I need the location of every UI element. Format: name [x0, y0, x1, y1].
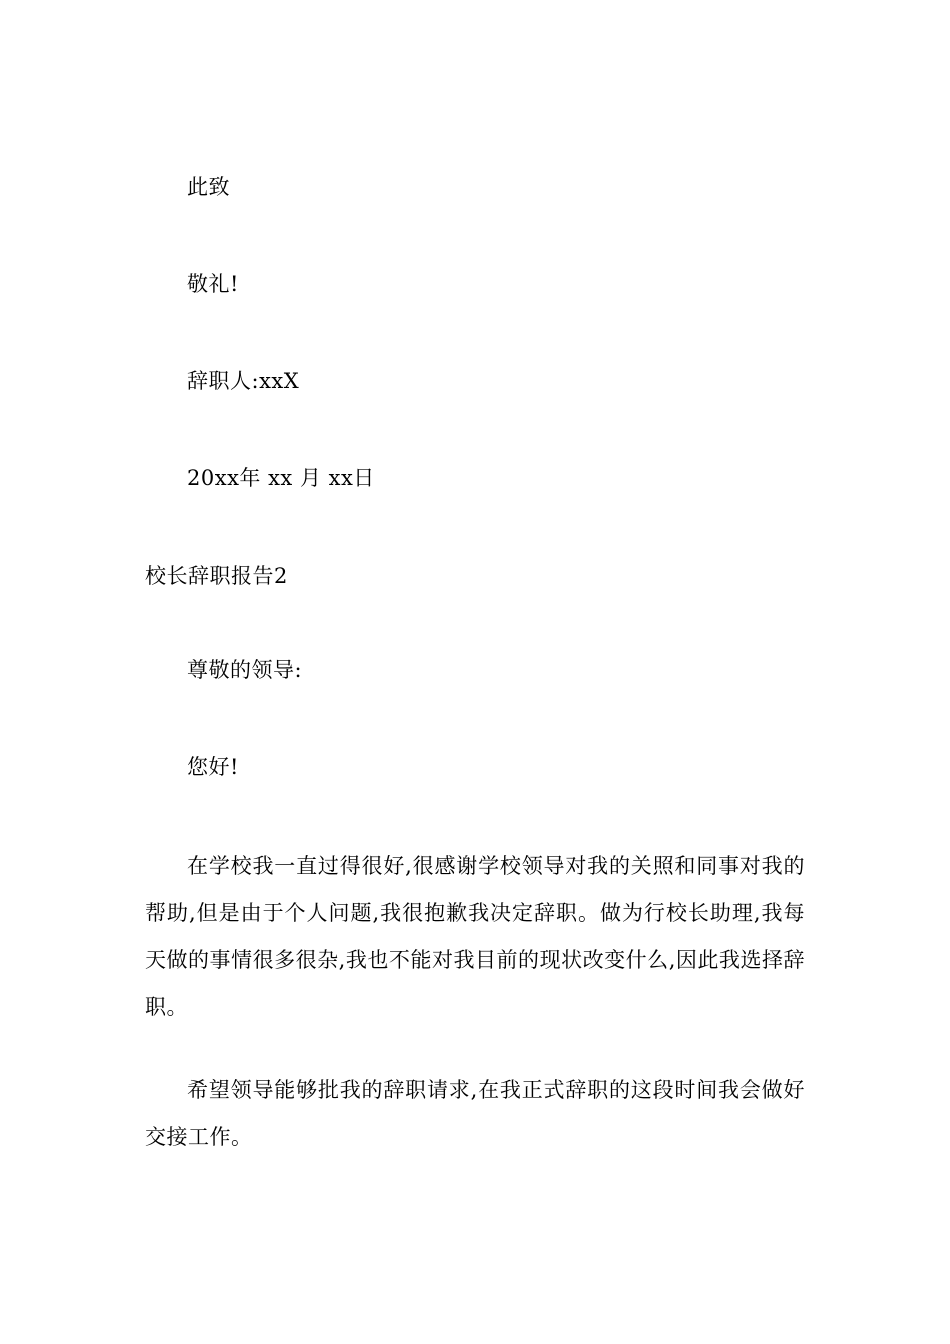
greeting-text: 尊敬的领导: — [187, 658, 303, 682]
closing-text: 此致 — [187, 175, 230, 199]
salute-text: 敬礼! — [187, 272, 239, 296]
date-text: 20xx年 xx 月 xx日 — [187, 466, 375, 490]
body-paragraph-1: 在学校我一直过得很好,很感谢学校领导对我的关照和同事对我的帮助,但是由于个人问题,我很抱歉我决定辞职。做为行校长助理,我每天做的事情很多很杂,我也不能对我目前的现状改变什么,因此我选择辞职。 — [145, 854, 805, 1019]
section-title: 校长辞职报告2 — [145, 564, 288, 588]
signer-text: 辞职人:xxX — [187, 369, 300, 393]
body-paragraph-2: 希望领导能够批我的辞职请求,在我正式辞职的这段时间我会做好交接工作。 — [145, 1078, 805, 1149]
hello-text: 您好! — [187, 755, 239, 779]
